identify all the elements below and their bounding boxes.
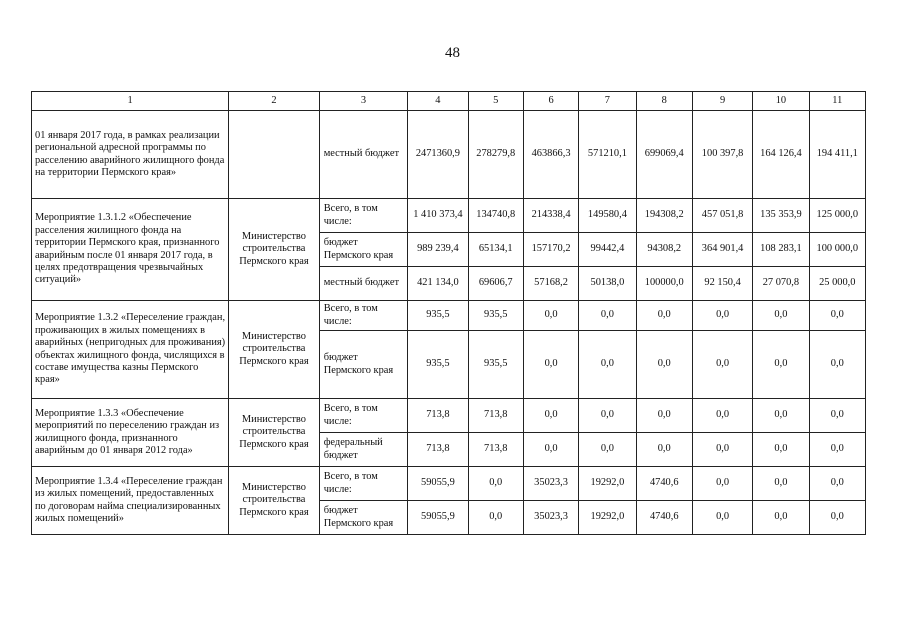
funding-source: Всего, в том числе: <box>319 301 408 331</box>
amount-cell: 0,0 <box>692 331 752 399</box>
amount-cell: 19292,0 <box>579 501 636 535</box>
funding-source: Всего, в том числе: <box>319 399 408 433</box>
amount-cell: 713,8 <box>408 433 468 467</box>
amount-cell: 0,0 <box>809 433 865 467</box>
amount-cell: 278279,8 <box>468 111 523 199</box>
amount-cell: 571210,1 <box>579 111 636 199</box>
column-header: 1 <box>32 92 229 111</box>
funding-source: федеральный бюджет <box>319 433 408 467</box>
amount-cell: 0,0 <box>809 467 865 501</box>
measure-name: Мероприятие 1.3.4 «Переселение граждан из жилых помещений, предоставленных по договорам найма специализированных жилых помещений» <box>32 467 229 535</box>
amount-cell: 0,0 <box>692 301 752 331</box>
amount-cell: 713,8 <box>408 399 468 433</box>
amount-cell: 935,5 <box>408 301 468 331</box>
column-header: 8 <box>636 92 692 111</box>
amount-cell: 35023,3 <box>523 501 578 535</box>
amount-cell: 935,5 <box>468 331 523 399</box>
executor: Министерство строительства Пермского края <box>229 467 320 535</box>
amount-cell: 0,0 <box>636 399 692 433</box>
table-row <box>32 111 866 199</box>
amount-cell: 135 353,9 <box>753 199 809 233</box>
amount-cell: 0,0 <box>636 433 692 467</box>
amount-cell: 0,0 <box>753 331 809 399</box>
amount-cell: 69606,7 <box>468 267 523 301</box>
amount-cell: 100 000,0 <box>809 233 865 267</box>
amount-cell: 4740,6 <box>636 501 692 535</box>
funding-source: местный бюджет <box>319 111 408 199</box>
amount-cell: 149580,4 <box>579 199 636 233</box>
amount-cell: 0,0 <box>809 331 865 399</box>
amount-cell: 1 410 373,4 <box>408 199 468 233</box>
amount-cell: 50138,0 <box>579 267 636 301</box>
amount-cell: 194308,2 <box>636 199 692 233</box>
amount-cell: 0,0 <box>753 301 809 331</box>
amount-cell: 0,0 <box>692 399 752 433</box>
executor: Министерство строительства Пермского края <box>229 399 320 467</box>
amount-cell: 0,0 <box>523 331 578 399</box>
amount-cell: 0,0 <box>523 301 578 331</box>
column-header: 5 <box>468 92 523 111</box>
amount-cell: 0,0 <box>579 433 636 467</box>
amount-cell: 0,0 <box>523 433 578 467</box>
amount-cell: 713,8 <box>468 399 523 433</box>
amount-cell: 364 901,4 <box>692 233 752 267</box>
amount-cell: 125 000,0 <box>809 199 865 233</box>
amount-cell: 99442,4 <box>579 233 636 267</box>
amount-cell: 25 000,0 <box>809 267 865 301</box>
amount-cell: 108 283,1 <box>753 233 809 267</box>
amount-cell: 0,0 <box>579 301 636 331</box>
amount-cell: 0,0 <box>809 501 865 535</box>
amount-cell: 59055,9 <box>408 501 468 535</box>
amount-cell: 457 051,8 <box>692 199 752 233</box>
amount-cell: 0,0 <box>579 399 636 433</box>
column-header: 9 <box>692 92 752 111</box>
measure-name: Мероприятие 1.3.3 «Обеспечение мероприятий по переселению граждан из жилищного фонда, признанного аварийным до 01 января 2012 года» <box>32 399 229 467</box>
amount-cell: 94308,2 <box>636 233 692 267</box>
amount-cell: 0,0 <box>636 301 692 331</box>
amount-cell: 713,8 <box>468 433 523 467</box>
amount-cell: 35023,3 <box>523 467 578 501</box>
amount-cell: 157170,2 <box>523 233 578 267</box>
funding-source: бюджет Пермского края <box>319 501 408 535</box>
amount-cell: 100 397,8 <box>692 111 752 199</box>
amount-cell: 989 239,4 <box>408 233 468 267</box>
executor <box>229 111 320 199</box>
amount-cell: 57168,2 <box>523 267 578 301</box>
amount-cell: 27 070,8 <box>753 267 809 301</box>
amount-cell: 421 134,0 <box>408 267 468 301</box>
amount-cell: 699069,4 <box>636 111 692 199</box>
header-row <box>32 92 866 111</box>
executor: Министерство строительства Пермского края <box>229 199 320 301</box>
amount-cell: 194 411,1 <box>809 111 865 199</box>
column-header: 6 <box>523 92 578 111</box>
amount-cell: 935,5 <box>408 331 468 399</box>
amount-cell: 0,0 <box>753 467 809 501</box>
column-header: 7 <box>579 92 636 111</box>
executor: Министерство строительства Пермского края <box>229 301 320 399</box>
funding-source: бюджет Пермского края <box>319 331 408 399</box>
amount-cell: 935,5 <box>468 301 523 331</box>
amount-cell: 0,0 <box>753 501 809 535</box>
amount-cell: 164 126,4 <box>753 111 809 199</box>
amount-cell: 92 150,4 <box>692 267 752 301</box>
amount-cell: 463866,3 <box>523 111 578 199</box>
table-body <box>32 92 866 535</box>
amount-cell: 0,0 <box>468 467 523 501</box>
amount-cell: 0,0 <box>468 501 523 535</box>
amount-cell: 0,0 <box>692 501 752 535</box>
measure-name: 01 января 2017 года, в рамках реализации региональной адресной программы по расселению аварийного жилищного фонда на территории Пермского края» <box>32 111 229 199</box>
table-row <box>32 199 866 233</box>
amount-cell: 0,0 <box>809 301 865 331</box>
column-header: 3 <box>319 92 408 111</box>
amount-cell: 0,0 <box>636 331 692 399</box>
measure-name: Мероприятие 1.3.1.2 «Обеспечение расселения жилищного фонда на территории Пермского края, признанного аварийным после 01 января 2017 года, в целях предотвращения чрезвычайных ситуаций» <box>32 199 229 301</box>
amount-cell: 4740,6 <box>636 467 692 501</box>
table-row <box>32 467 866 501</box>
table-row <box>32 301 866 331</box>
amount-cell: 0,0 <box>692 433 752 467</box>
amount-cell: 0,0 <box>809 399 865 433</box>
table-row <box>32 399 866 433</box>
amount-cell: 0,0 <box>753 399 809 433</box>
amount-cell: 2471360,9 <box>408 111 468 199</box>
amount-cell: 0,0 <box>692 467 752 501</box>
funding-source: местный бюджет <box>319 267 408 301</box>
funding-source: бюджет Пермского края <box>319 233 408 267</box>
funding-source: Всего, в том числе: <box>319 467 408 501</box>
budget-table <box>31 91 866 535</box>
amount-cell: 0,0 <box>579 331 636 399</box>
amount-cell: 100000,0 <box>636 267 692 301</box>
column-header: 4 <box>408 92 468 111</box>
column-header: 11 <box>809 92 865 111</box>
amount-cell: 19292,0 <box>579 467 636 501</box>
column-header: 2 <box>229 92 320 111</box>
amount-cell: 134740,8 <box>468 199 523 233</box>
page-number: 48 <box>445 45 460 61</box>
column-header: 10 <box>753 92 809 111</box>
measure-name: Мероприятие 1.3.2 «Переселение граждан, проживающих в жилых помещениях в аварийных (непригодных для проживания) объектах жилищного фонда, числящихся в составе имущества казны Пермского края» <box>32 301 229 399</box>
amount-cell: 59055,9 <box>408 467 468 501</box>
amount-cell: 65134,1 <box>468 233 523 267</box>
funding-source: Всего, в том числе: <box>319 199 408 233</box>
amount-cell: 0,0 <box>523 399 578 433</box>
amount-cell: 214338,4 <box>523 199 578 233</box>
amount-cell: 0,0 <box>753 433 809 467</box>
